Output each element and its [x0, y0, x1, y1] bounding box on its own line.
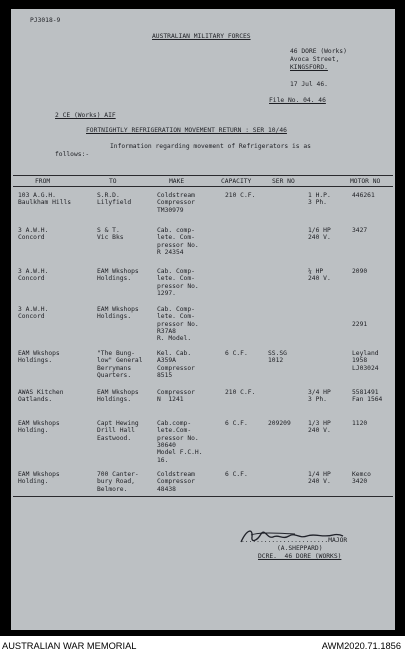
- motor-no-cell: 5581491: [352, 389, 379, 396]
- to-cell: Holdings.: [97, 313, 132, 321]
- capacity-cell: 6 C.F.: [225, 350, 248, 357]
- file-number: File No. 04. 46: [269, 97, 326, 104]
- motor-spec-cell: 240 V.: [308, 478, 331, 486]
- from-cell: 3 A.W.H.: [18, 227, 49, 234]
- motor-no-cell: 3427: [352, 227, 368, 234]
- make-cell: Compressor: [157, 364, 195, 372]
- from-cell: Concord: [18, 313, 45, 321]
- motor-no-cell: 1958: [352, 357, 368, 365]
- to-cell: Belmore.: [97, 485, 128, 493]
- from-cell: Concord: [18, 234, 45, 242]
- header-capacity: CAPACITY: [221, 178, 252, 185]
- to-cell: EAM Wkshops: [97, 306, 139, 313]
- make-cell: Cab. Comp-: [157, 268, 195, 275]
- footer-accession-number: AWM2020.71.1856: [321, 641, 401, 651]
- motor-no-cell: 2090: [352, 268, 368, 275]
- to-cell: EAM Wkshops: [97, 389, 139, 396]
- from-cell: EAM Wkshops: [18, 471, 60, 478]
- header-from: FROM: [35, 178, 51, 185]
- make-cell: A359A: [157, 357, 176, 365]
- motor-spec-cell: 3 Ph.: [308, 396, 327, 404]
- table-header-rule: [13, 186, 393, 187]
- signature-line: .......................MAJOR: [241, 537, 348, 544]
- motor-no-cell: Fan 1564: [352, 396, 383, 404]
- archive-footer: [0, 636, 405, 653]
- motor-spec-cell: 1/3 HP: [308, 420, 331, 427]
- make-cell: Compressor: [157, 478, 195, 486]
- from-cell: Oatlands.: [18, 396, 53, 404]
- footer-institution: AUSTRALIAN WAR MEMORIAL: [2, 641, 137, 651]
- motor-spec-cell: 1/6 HP: [308, 227, 331, 234]
- from-cell: 103 A.G.H.: [18, 192, 56, 199]
- capacity-cell: 6 C.F.: [225, 471, 248, 478]
- to-cell: "The Bung-: [97, 350, 135, 357]
- intro-line-2: follows:-: [55, 151, 90, 158]
- to-cell: Holdings.: [97, 275, 132, 283]
- make-cell: 8515: [157, 371, 173, 379]
- to-cell: S & T.: [97, 227, 120, 234]
- to-cell: Drill Hall: [97, 427, 135, 435]
- header-make: MAKE: [169, 178, 185, 185]
- motor-no-cell: Kemco: [352, 471, 371, 478]
- make-cell: TM30979: [157, 206, 184, 214]
- capacity-cell: 6 C.F.: [225, 420, 248, 427]
- make-cell: 16.: [157, 456, 169, 464]
- make-cell: lete. Com-: [157, 234, 195, 242]
- unit-designation: 2 CE (Works) AIF: [55, 112, 116, 119]
- to-cell: Quarters.: [97, 371, 132, 379]
- make-cell: 30640: [157, 441, 176, 449]
- make-cell: pressor No.: [157, 320, 199, 328]
- address-line-3: KINGSFORD.: [290, 64, 328, 71]
- make-cell: pressor No.: [157, 241, 199, 249]
- from-cell: Holding.: [18, 427, 49, 435]
- to-cell: Vic Bks: [97, 234, 124, 242]
- make-cell: Compressor: [157, 199, 195, 207]
- make-cell: N 1241: [157, 396, 184, 404]
- make-cell: Model F.C.H.: [157, 449, 203, 457]
- motor-spec-cell: 240 V.: [308, 275, 331, 283]
- from-cell: Concord: [18, 275, 45, 283]
- to-cell: Capt Hewing: [97, 420, 139, 427]
- from-cell: EAM Wkshops: [18, 350, 60, 357]
- make-cell: Compressor: [157, 389, 195, 396]
- make-cell: Coldstream: [157, 192, 195, 199]
- from-cell: 3 A.W.H.: [18, 306, 49, 313]
- motor-no-cell: LJ03024: [352, 364, 379, 372]
- to-cell: EAM Wkshops: [97, 268, 139, 275]
- motor-no-cell: 3420: [352, 478, 368, 486]
- table-bottom-rule: [13, 496, 393, 497]
- address-line-2: Avoca Street,: [290, 56, 340, 63]
- motor-no-cell: 2291: [352, 321, 368, 328]
- motor-spec-cell: ¼ HP: [308, 268, 324, 275]
- from-cell: Holdings.: [18, 357, 53, 365]
- document-date: 17 Jul 46.: [290, 81, 328, 88]
- motor-spec-cell: 1 H.P.: [308, 192, 331, 199]
- header-motor-no: MOTOR NO: [350, 178, 381, 185]
- make-cell: pressor No.: [157, 434, 199, 442]
- capacity-cell: 210 C.F.: [225, 389, 256, 396]
- make-cell: R 24354: [157, 248, 184, 256]
- make-cell: R37A8: [157, 327, 176, 335]
- from-cell: EAM Wkshops: [18, 420, 60, 427]
- motor-spec-cell: 1/4 HP: [308, 471, 331, 478]
- capacity-cell: 210 C.F.: [225, 192, 256, 199]
- motor-no-cell: 1120: [352, 420, 368, 427]
- from-cell: 3 A.W.H.: [18, 268, 49, 275]
- document-reference: PJ3018-9: [30, 17, 61, 24]
- to-cell: low" General: [97, 357, 143, 365]
- document-heading: AUSTRALIAN MILITARY FORCES: [152, 33, 251, 40]
- make-cell: 48438: [157, 485, 176, 493]
- from-cell: Holding.: [18, 478, 49, 486]
- motor-spec-cell: 3/4 HP: [308, 389, 331, 396]
- make-cell: 1297.: [157, 289, 176, 297]
- to-cell: S.R.D.: [97, 192, 120, 199]
- make-cell: Coldstream: [157, 471, 195, 478]
- make-cell: pressor No.: [157, 282, 199, 290]
- make-cell: Cab. Comp-: [157, 306, 195, 313]
- motor-spec-cell: 240 V.: [308, 234, 331, 242]
- from-cell: AWAS Kitchen: [18, 389, 64, 396]
- make-cell: lete. Com-: [157, 275, 195, 283]
- make-cell: lete.Com-: [157, 427, 192, 435]
- ser-no-cell: 1012: [268, 357, 284, 365]
- motor-spec-cell: 240 V.: [308, 427, 331, 435]
- table-top-rule: [13, 175, 393, 176]
- to-cell: 700 Canter-: [97, 471, 139, 478]
- document-page: [11, 9, 395, 630]
- header-to: TO: [109, 178, 117, 185]
- ser-no-cell: 209209: [268, 420, 291, 427]
- to-cell: Lilyfield: [97, 199, 132, 207]
- ser-no-cell: SS.SG: [268, 350, 287, 357]
- to-cell: Berrymans: [97, 364, 132, 372]
- motor-spec-cell: 3 Ph.: [308, 199, 327, 207]
- make-cell: Cab. comp-: [157, 227, 195, 234]
- to-cell: Eastwood.: [97, 434, 132, 442]
- signer-name: (A.SHEPPARD): [277, 545, 323, 552]
- make-cell: Kel. Cab.: [157, 350, 192, 357]
- to-cell: bury Road,: [97, 478, 135, 486]
- from-cell: Baulkham Hills: [18, 199, 72, 207]
- make-cell: lete. Com-: [157, 313, 195, 321]
- make-cell: R. Model.: [157, 335, 192, 343]
- motor-no-cell: 446261: [352, 192, 375, 199]
- header-ser-no: SER NO: [272, 178, 295, 185]
- signer-unit: DCRE. 46 DORE (WORKS): [258, 553, 342, 560]
- subject-line: FORTNIGHTLY REFRIGERATION MOVEMENT RETURN : SER 10/46: [86, 127, 287, 134]
- address-line-1: 46 DORE (Works): [290, 48, 347, 55]
- to-cell: Holdings.: [97, 396, 132, 404]
- make-cell: Cab.comp-: [157, 420, 192, 427]
- motor-no-cell: Leyland: [352, 350, 379, 357]
- intro-line-1: Information regarding movement of Refrigerators is as: [110, 143, 311, 150]
